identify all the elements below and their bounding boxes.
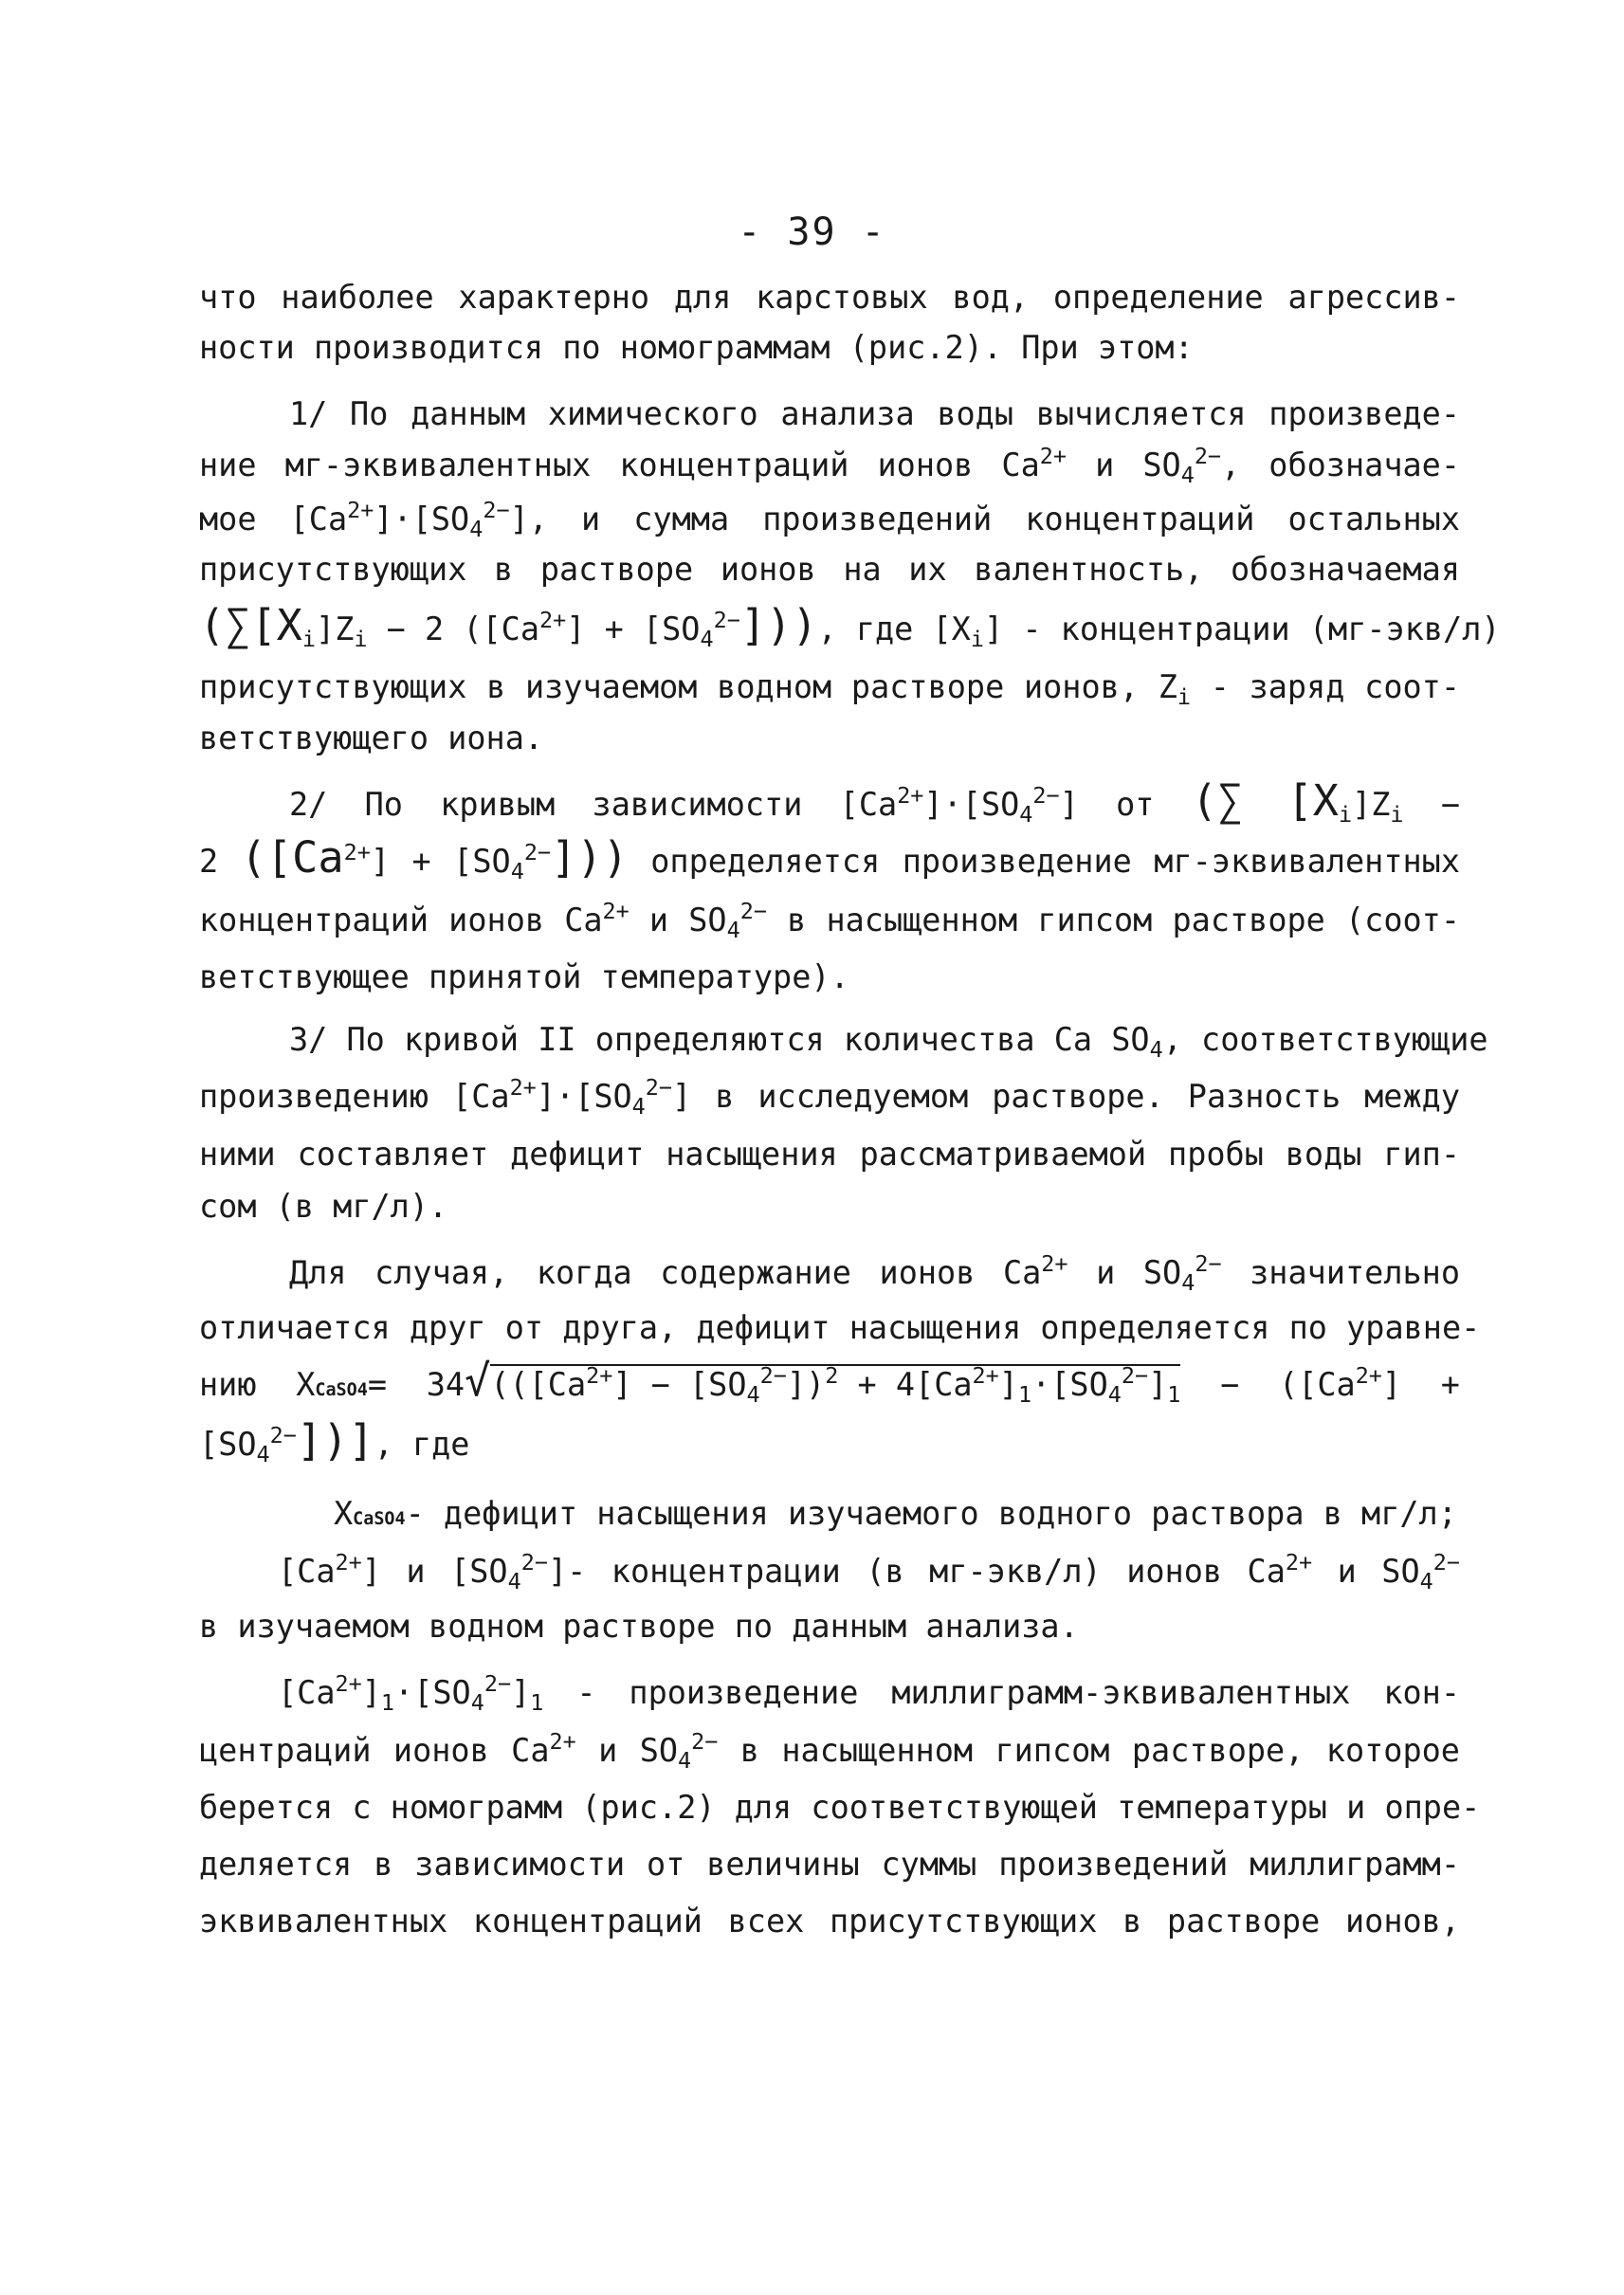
text-line-29: эквивалентных концентраций всех присутствующих в растворе ионов, xyxy=(199,1903,1460,1940)
text-line-26: центраций ионов $Са^{2+}$ и $SO_4^{2-}$ в насыщенном гипсом растворе, которое xyxy=(199,1728,1460,1775)
text-line-28: деляется в зависимости от величины суммы произведений миллиграмм- xyxy=(199,1846,1460,1883)
definition-line-4: $[Са^{2+}]_1\cdot[SO_4^{2-}]_1$ - произведение миллиграмм-эквивалентных кон- xyxy=(278,1670,1460,1717)
equation-line-2: $[SO_4^{2-}]$)], где xyxy=(199,1415,470,1468)
text-line-14: 3/ По кривой II определяются количества Ca $SO_4$, соответствующие xyxy=(289,1021,1488,1064)
definition-line-2: $[Са^{2+}]$ и $[SO_4^{2-}]-$ концентрации (в мг-экв/л) ионов $Са^{2+}$ и $SO_4^{2-}$ xyxy=(278,1549,1460,1595)
ca-so4-product: $[Са^{2+}]\cdot[SO_4^{2-}]$ xyxy=(289,497,529,543)
text-line-7: ($\sum[X_i]Z_i - 2$ $([Са^{2+}] + [SO_4^{2-}])$), где $[X_i]$ - концентрации (мг-экв/л) xyxy=(199,600,1501,653)
text-line-27: берется с номограмм (рис.2) для соответствующей температуры и опре- xyxy=(199,1789,1481,1826)
text-line-9: ветствующего иона. xyxy=(199,719,544,756)
radicand: ($([Са^{2+}] - [SO_4^{2-}])^2 + 4[Са^{2+}]_1\cdot[SO_4^{2-}]_1$ xyxy=(490,1362,1181,1409)
text-line-17: сом (в мг/л). xyxy=(199,1188,448,1225)
text-line-15: произведению $[Са^{2+}]\cdot[SO_4^{2-}]$ в исследуемом растворе. Разность между xyxy=(199,1074,1460,1120)
text-line-2: ности производится по номограммам (рис.2). При этом: xyxy=(199,329,1194,366)
page-number: - 39 - xyxy=(738,210,886,254)
text-line-18: Для случая, когда содержание ионов $Са^{2+}$ и $SO_4^{2-}$ значительно xyxy=(289,1250,1460,1297)
text-line-3: 1/ По данным химического анализа воды вычисляется произведе- xyxy=(289,395,1460,432)
text-line-8: присутствующих в изучаемом водном растворе ионов, $Z_i$ - заряд соот- xyxy=(199,668,1460,711)
definition-line-1: XCaSO4- дефицит насыщения изучаемого водного раствора в мг/л; xyxy=(334,1495,1457,1532)
text-line-13: ветствующее принятой температуре). xyxy=(199,958,849,995)
definition-line-3: в изучаемом водном растворе по данным анализа. xyxy=(199,1608,1079,1645)
text-line-1: что наиболее характерно для карстовых вод, определение агрессив- xyxy=(199,279,1460,316)
text-line-12: концентраций ионов $Са^{2+}$ и $SO_4^{2-}$ в насыщенном гипсом растворе (соот- xyxy=(199,898,1460,944)
text-line-10: 2/ По кривым зависимости $[Са^{2+}]\cdot[SO_4^{2-}]$ от (∑ $[X_i]Z_i$ − xyxy=(289,775,1460,829)
text-line-19: отличается друг от друга, дефицит насыщения определяется по уравне- xyxy=(199,1309,1481,1346)
text-line-4: ние мг-эквивалентных концентраций ионов $Са^{2+}$ и $SO_4^{2-}$, обозначае- xyxy=(199,443,1460,489)
text-line-11: 2 $([Са^{2+}] + [SO_4^{2-}])$) определяется произведение мг-эквивалентных xyxy=(199,832,1460,885)
text-line-5: мое $[Са^{2+}]\cdot[SO_4^{2-}]$, и сумма произведений концентраций остальных xyxy=(199,497,1460,543)
text-line-6: присутствующих в растворе ионов на их валентность, обозначаемая xyxy=(199,551,1460,588)
text-line-16: ними составляет дефицит насыщения рассматриваемой пробы воды гип- xyxy=(199,1136,1460,1173)
equation-line-1: нию XCaSO4= $34√(([Са^{2+}] - [SO_4^{2-}])^2 + 4[Са^{2+}]_1\cdot[SO_4^{2-}]_1 - ([Са^{2+}]$ + xyxy=(199,1356,1460,1409)
sum-expression: ($\sum[X_i]Z_i - 2$ $([Са^{2+}] + [SO_4^{2-}])$) xyxy=(199,600,818,653)
